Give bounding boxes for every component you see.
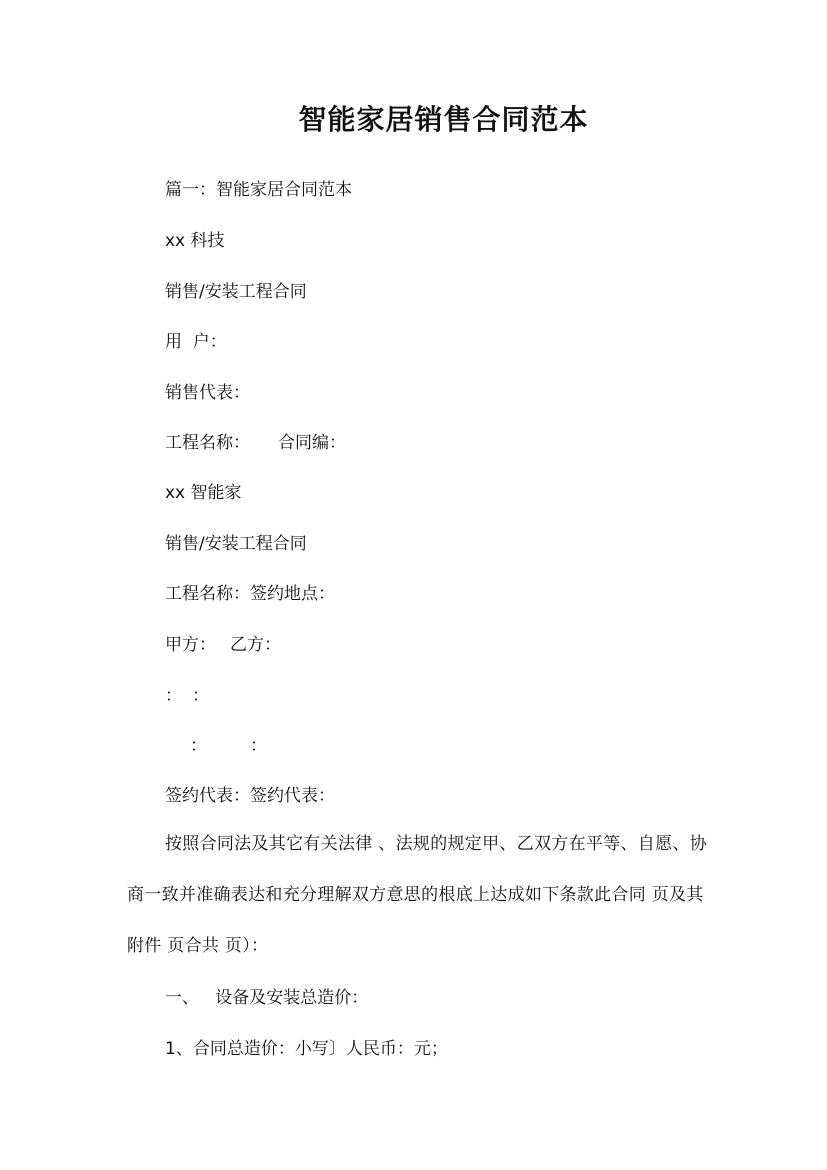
project-sign-place-row: 工程名称：签约地点： (165, 584, 335, 604)
colon-b: ： (192, 686, 209, 706)
clause-1-total-price: 1、合同总造价：小写〕人民币：元； (165, 1039, 448, 1059)
party-a-label: 甲方： (165, 635, 216, 655)
company-name-2: xx 智能家 (165, 483, 242, 503)
contract-type-2: 销售/安装工程合同 (165, 534, 307, 554)
section-one-heading: 一、 设备及安装总造价： (165, 988, 369, 1008)
colon-d: ： (250, 736, 267, 756)
sales-rep-label: 销售代表： (165, 383, 250, 403)
colon-a: ： (165, 686, 182, 706)
document-title: 智能家居销售合同范本 (298, 103, 589, 136)
party-b-label: 乙方： (230, 635, 281, 655)
parties-row (165, 633, 281, 657)
company-name: xx 科技 (165, 231, 225, 251)
signing-representatives-row: 签约代表：签约代表： (165, 786, 335, 806)
contract-type: 销售/安装工程合同 (165, 282, 307, 302)
section-heading: 篇一：智能家居合同范本 (165, 180, 352, 200)
user-label: 用 户： (165, 332, 227, 352)
colon-row-1 (165, 684, 209, 708)
project-name-label: 工程名称： (165, 433, 250, 453)
project-contract-row (165, 431, 346, 455)
contract-number-label: 合同编： (278, 433, 346, 453)
preamble-paragraph: 按照合同法及其它有关法律 、法规的规定甲、乙双方在平等、自愿、协商一致并准确表达和充分理解双方意思的根底上达成如下条款此合同 页及其附件 页合共 页）： (127, 834, 708, 956)
colon-c: ： (190, 736, 207, 756)
colon-row-2 (190, 734, 267, 758)
